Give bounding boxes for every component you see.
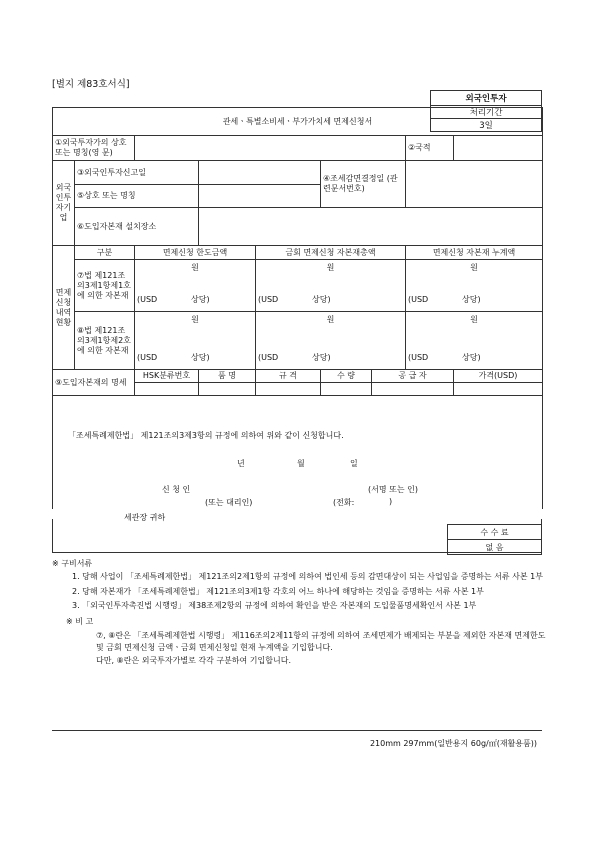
tax-reduction-date-field[interactable]	[406, 161, 543, 208]
col-price: 가격(USD)	[454, 370, 543, 383]
date-day-label: 일	[350, 459, 358, 468]
investment-report-date-field[interactable]	[199, 161, 321, 185]
company-name-label: ⑤상호 또는 명칭	[75, 185, 199, 208]
limit-amount-2[interactable]	[135, 312, 256, 370]
usd-unit: (USD	[137, 295, 158, 304]
control-type: 외국인투자	[431, 91, 542, 106]
won-unit: 원	[470, 315, 478, 324]
cumulative-1[interactable]	[406, 260, 543, 312]
usd-unit: (USD	[408, 353, 429, 362]
current-total-2[interactable]	[256, 312, 406, 370]
current-total-1[interactable]	[256, 260, 406, 312]
col-current-total: 금회 면제신청 자본재총액	[256, 246, 406, 260]
equivalent-label: 상당)	[191, 353, 210, 362]
processing-period-value: 3일	[431, 119, 542, 132]
row-capital-goods-1: ⑦법 제121조의3제1항제1호에 의한 자본재	[75, 260, 135, 312]
right-border	[541, 519, 542, 552]
remark-1: ⑦, ⑧란은 「조세특례제한법 시행령」 제116조의2제11항의 규정에 의하여 조세면제가 배제되는 부분을 제외한 자본재 면제한도 및 금회 면제신청 금액ㆍ금회 면제신청일 현재 누계액을 기입합니다.	[96, 630, 546, 653]
col-item-name: 품 명	[199, 370, 256, 383]
equivalent-label: 상당)	[312, 295, 331, 304]
limit-amount-1[interactable]	[135, 260, 256, 312]
addressee-label: 세관장 귀하	[124, 513, 166, 522]
spec-field[interactable]	[256, 383, 321, 396]
doc-item-2: 2. 당해 자본재가 「조세특례제한법」 제121조의3제1항 각호의 어느 하나에 해당하는 것임을 증명하는 서류 사본 1부	[72, 586, 484, 596]
won-unit: 원	[326, 263, 335, 272]
equivalent-label: 상당)	[312, 353, 331, 362]
phone-label: (전화:	[333, 498, 355, 507]
investor-name-field[interactable]	[135, 136, 406, 161]
docs-header: ※ 구비서류	[52, 559, 93, 568]
won-unit: 원	[470, 263, 478, 272]
investor-name-label: ①외국투자가의 상호 또는 명칭(영 문)	[53, 136, 135, 161]
equivalent-label: 상당)	[462, 353, 481, 362]
fee-box	[447, 524, 542, 555]
investee-company-header: 외국인투자기업	[53, 161, 75, 246]
installation-site-field[interactable]	[199, 208, 543, 246]
doc-item-3: 3. 「외국인투자촉진법 시행령」 제38조제2항의 규정에 의하여 확인을 받은 자본재의 도입물품명세확인서 사본 1부	[72, 600, 477, 610]
declaration-area	[53, 396, 543, 509]
remarks-header: ※ 비 고	[66, 617, 94, 627]
equivalent-label: 상당)	[191, 295, 210, 304]
col-category: 구분	[75, 246, 135, 260]
applicant-label: 신 청 인	[162, 485, 191, 494]
usd-unit: (USD	[408, 295, 429, 304]
form-title: 관세ㆍ특별소비세ㆍ부가가치세 면제신청서	[53, 108, 543, 136]
equivalent-label: 상당)	[462, 295, 481, 304]
col-limit-amount: 면제신청 한도금액	[135, 246, 256, 260]
form-number-label: [별지 제83호서식]	[52, 79, 130, 90]
section-divider	[52, 552, 542, 553]
won-unit: 원	[326, 315, 335, 324]
date-month-label: 월	[297, 459, 305, 468]
cumulative-2[interactable]	[406, 312, 543, 370]
col-quantity: 수 량	[321, 370, 372, 383]
tax-reduction-date-label: ④조세감면결정일 (관련문서번호)	[321, 161, 406, 208]
col-hsk: HSK분류번호	[135, 370, 199, 383]
usd-unit: (USD	[258, 295, 279, 304]
nationality-label: ②국적	[406, 136, 454, 161]
phone-close: )	[389, 497, 393, 506]
doc-item-1: 1. 당해 사업이 「조세특례제한법」 제121조의2제1항의 규정에 의하여 법인세 등의 감면대상이 되는 사업임을 증명하는 서류 사본 1부	[72, 572, 543, 582]
application-form-table	[52, 107, 543, 509]
col-supplier: 공 급 자	[372, 370, 454, 383]
won-unit: 원	[191, 263, 199, 272]
col-cumulative: 면제신청 자본재 누계액	[406, 246, 543, 260]
exemption-detail-header: 면제신청내역현황	[53, 246, 75, 370]
price-field[interactable]	[454, 383, 543, 396]
usd-unit: (USD	[258, 353, 279, 362]
goods-detail-label: ⑨도입자본재의 명세	[53, 370, 135, 396]
declaration-statement: 「조세특례제한법」 제121조의3제3항의 규정에 의하여 위와 같이 신청합니다.	[68, 431, 344, 440]
hsk-field[interactable]	[135, 383, 199, 396]
company-name-field[interactable]	[199, 185, 321, 208]
fee-label: 수 수 료	[448, 525, 542, 540]
investment-report-date-label: ③외국인투자신고일	[75, 161, 199, 185]
col-spec: 규 격	[256, 370, 321, 383]
notes-section	[52, 556, 546, 668]
signature-label[interactable]: (서명 또는 인)	[368, 485, 418, 494]
bottom-rule	[52, 730, 542, 731]
quantity-field[interactable]	[321, 383, 372, 396]
agent-label: (또는 대리인)	[205, 498, 253, 507]
won-unit: 원	[191, 315, 199, 324]
processing-period-label: 처리기간	[431, 106, 542, 119]
usd-unit: (USD	[137, 353, 158, 362]
remark-2: 다만, ⑧란은 외국투자가별로 각각 구분하여 기입합니다.	[96, 656, 291, 666]
paper-spec: 210mm 297mm(일반용지 60g/㎡(재활용품))	[369, 739, 537, 748]
supplier-field[interactable]	[372, 383, 454, 396]
fee-value: 없 음	[448, 540, 542, 555]
item-name-field[interactable]	[199, 383, 256, 396]
row-capital-goods-2: ⑧법 제121조의3제1항제2호에 의한 자본재	[75, 312, 135, 370]
left-border	[52, 519, 53, 552]
date-year-label: 년	[237, 459, 245, 468]
nationality-field[interactable]	[454, 136, 543, 161]
installation-site-label: ⑥도입자본재 설치장소	[75, 208, 199, 246]
